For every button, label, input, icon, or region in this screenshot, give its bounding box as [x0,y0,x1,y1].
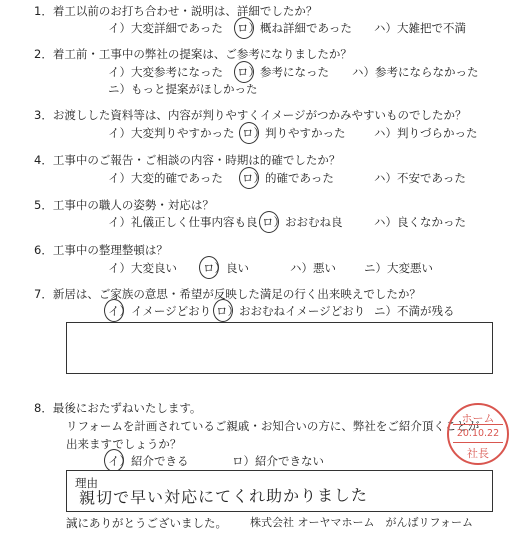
q2-answer-circle [234,61,254,83]
stamp-date: 20.10.22 [456,428,500,439]
q3-option-ro: ロ）判りやすかった [242,126,346,140]
footer-thanks: 誠にありがとうございました。 [66,516,227,530]
footer-company: 株式会社 オーヤマホーム がんばリフォーム [250,516,473,529]
q6-question: 6．工事中の整理整頓は？ [34,243,168,257]
q4-question: 4．工事中のご報告・ご相談の内容・時期は的確でしたか？ [34,153,341,167]
q7-option-i: イ）イメージどおり [108,304,212,318]
q1-answer-circle [234,17,254,39]
q7-option-ni: ニ）不満が残る [374,304,455,318]
q7-answer-circle-i [104,299,124,322]
stamp-top-text: ホーム [461,412,495,425]
q1-option-i: イ）大変詳細であった [108,21,223,35]
reason-handwritten-text: 親切で早い対応にてくれ助かりました [78,485,369,508]
q6-option-i: イ）大変良い [108,261,177,275]
q5-option-ro: ロ）おおむね良 [262,215,343,229]
q1-option-ha: ハ）大雑把で不満 [374,21,466,35]
q5-option-i: イ）礼儀正しく仕事内容も良 [108,215,258,229]
q6-option-ro: ロ）良い [203,261,249,275]
q3-question: 3．お渡しした資料等は、内容が判りやすくイメージがつかみやすいものでしたか？ [34,108,467,122]
approval-stamp [447,403,509,465]
q4-option-i: イ）大変的確であった [108,171,223,185]
q5-answer-circle [259,211,279,233]
q4-answer-circle [239,167,259,189]
q1-question: 1．着工以前のお打ち合わせ・説明は、詳細でしたか？ [34,4,318,18]
q7-answer-circle-ro [213,299,233,322]
q8-option-i: イ）紹介できる [108,454,189,468]
q2-option-ni: ニ）もっと提案がほしかった [108,82,258,96]
q7-comment-box [66,322,493,374]
q6-option-ha: ハ）悪い [290,261,336,275]
reason-label: 理由 [75,476,98,490]
q8-option-ro: ロ）紹介できない [232,454,324,468]
reason-box [66,470,493,512]
stamp-bottom-text: 社長 [467,447,489,460]
q4-option-ha: ハ）不安であった [374,171,466,185]
q8-question: 8．最後におたずねいたします。 [34,401,202,415]
q7-option-ro: ロ）おおむねイメージどおり [216,304,366,318]
q5-option-ha: ハ）良くなかった [374,215,466,229]
q8-question-line2: リフォームを計画されているご親戚・お知合いの方に、弊社をご紹介頂くことが [66,419,480,433]
q8-answer-circle [104,449,124,472]
q4-option-ro: ロ）的確であった [242,171,334,185]
q2-option-i: イ）大変参考になった [108,65,223,79]
q2-option-ro: ロ）参考になった [237,65,329,79]
q5-question: 5．工事中の職人の姿勢・対応は？ [34,198,214,212]
q8-question-line3: 出来ますでしょうか？ [66,437,182,451]
q6-option-ni: ニ）大変悪い [364,261,433,275]
q2-question: 2．着工前・工事中の弊社の提案は、ご参考になりましたか？ [34,47,352,61]
q3-option-i: イ）大変判りやすかった [108,126,235,140]
q7-question: 7．新居は、ご家族の意思・希望が反映した満足の行く出来映えでしたか？ [34,287,421,301]
q6-answer-circle [199,256,219,279]
q3-option-ha: ハ）判りづらかった [374,126,478,140]
q1-option-ro: ロ）概ね詳細であった [237,21,352,35]
q3-answer-circle [239,122,259,144]
q2-option-ha: ハ）参考にならなかった [352,65,479,79]
